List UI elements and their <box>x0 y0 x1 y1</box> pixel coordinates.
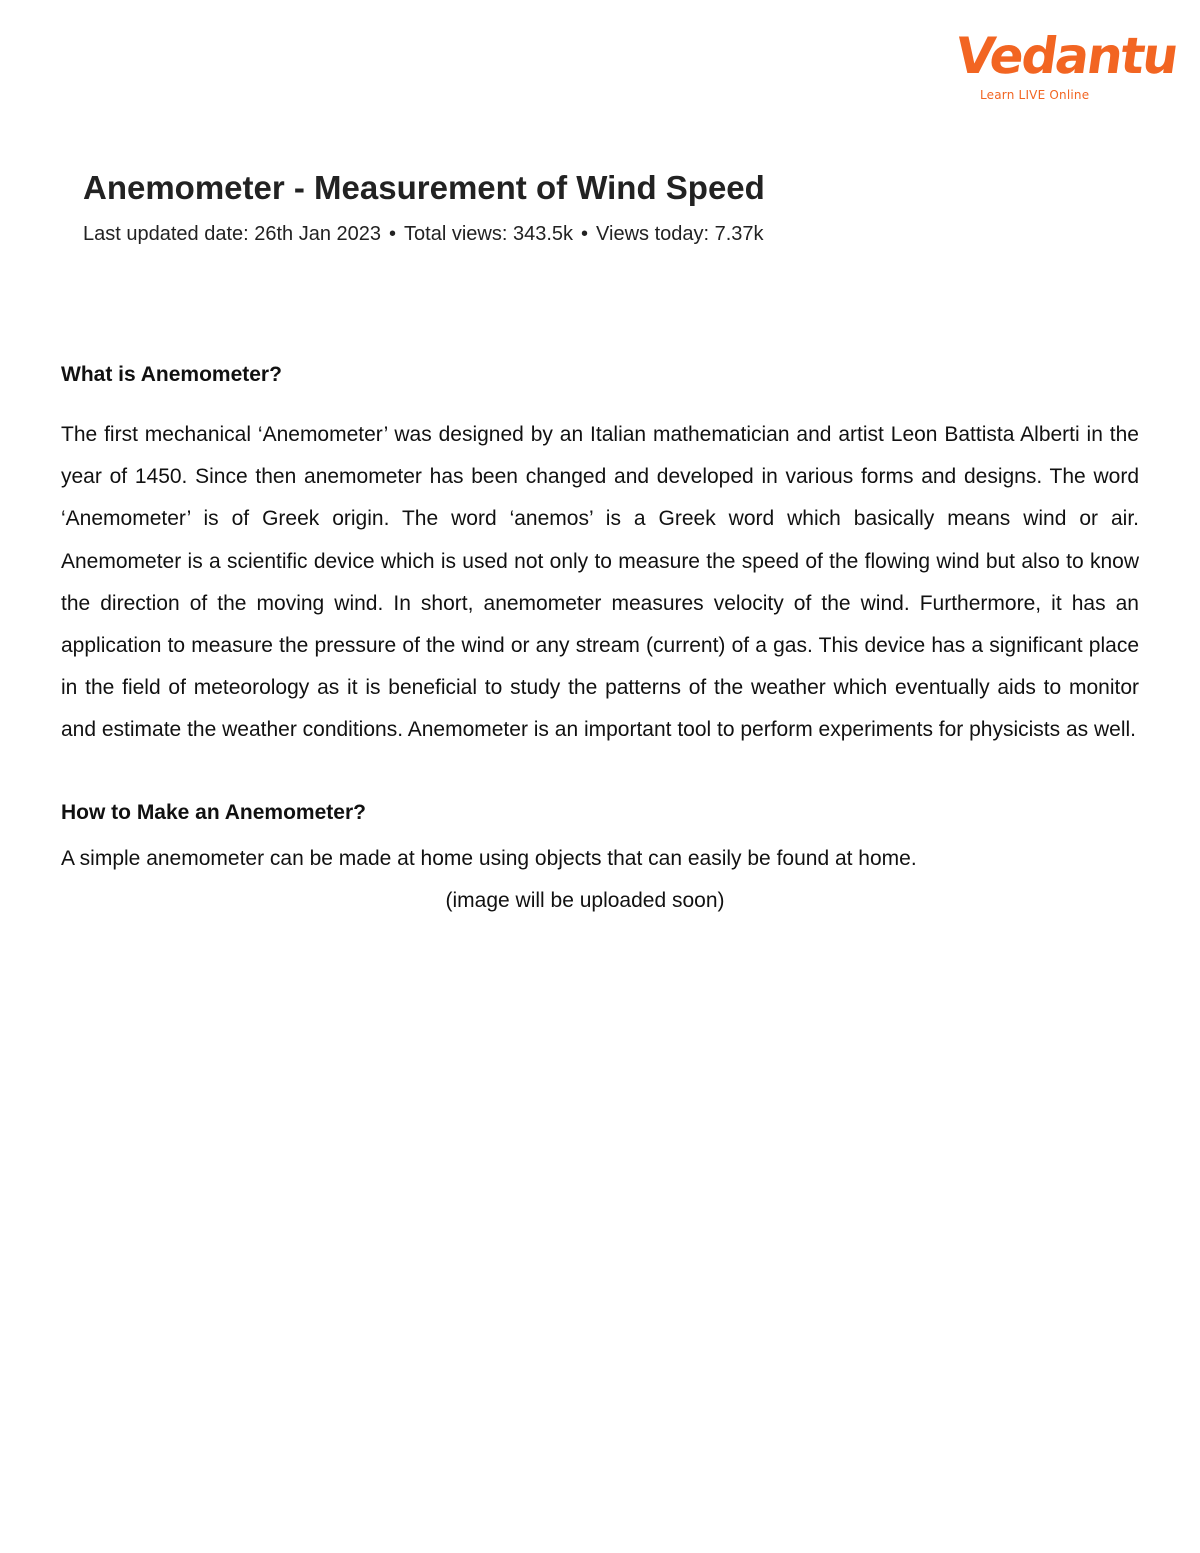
last-updated-date: Last updated date: 26th Jan 2023 <box>83 223 382 245</box>
meta-separator: • <box>389 223 397 245</box>
total-views: Total views: 343.5k <box>404 223 574 245</box>
views-today: Views today: 7.37k <box>596 223 764 245</box>
section-heading-how-to-make: How to Make an Anemometer? <box>61 800 366 824</box>
vedantu-logo <box>951 27 1181 108</box>
logo-wordmark: Vedantu <box>951 27 1181 85</box>
section-paragraph-how-to-make: A simple anemometer can be made at home using objects that can easily be found at home. <box>61 846 917 870</box>
section-heading-what-is-anemometer: What is Anemometer? <box>61 363 282 386</box>
page-title: Anemometer - Measurement of Wind Speed <box>83 169 765 206</box>
article-header <box>83 166 1123 248</box>
article-meta <box>83 220 1123 248</box>
image-placeholder-text: (image will be uploaded soon) <box>445 888 725 912</box>
meta-separator: • <box>581 223 589 245</box>
section-paragraph-what-is-anemometer: The first mechanical ‘Anemometer’ was designed by an Italian mathematician and artist Leon Battista Alberti in the year of 1450. Since then anemometer has been changed and developed in various forms and designs. The word ‘Anemometer’ is of Greek origin. The word ‘anemos’ is a Greek word which basically means wind or air. Anemometer is a scientific device which is used not only to measure the speed of the flowing wind but also to know the direction of the moving wind. In short, anemometer measures velocity of the wind. Furthermore, it has an application to measure the pressure of the wind or any stream (current) of a gas. This device has a significant place in the field of meteorology as it is beneficial to study the patterns of the weather which eventually aids to monitor and estimate the weather conditions. Anemometer is an important tool to perform experiments for physicists as well. <box>61 423 1139 742</box>
logo-tagline: Learn LIVE Online <box>980 88 1090 102</box>
article-body <box>61 358 1139 922</box>
